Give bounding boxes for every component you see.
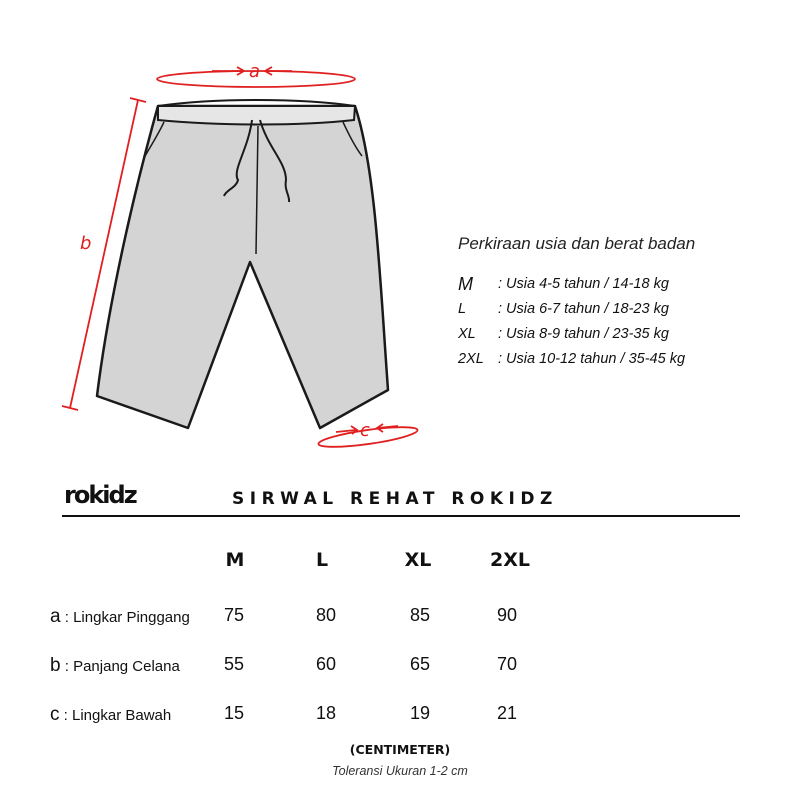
row-key: c xyxy=(50,704,60,725)
row-label-waist xyxy=(50,606,190,628)
age-row-m xyxy=(458,272,778,297)
age-weight-estimate xyxy=(458,234,778,372)
size-header-2xl: 2XL xyxy=(490,549,530,571)
row-key: a xyxy=(50,606,61,627)
row-label-length xyxy=(50,655,180,677)
unit-label: (CENTIMETER) xyxy=(349,742,451,757)
table-cell: 65 xyxy=(409,654,431,674)
age-row-size: L xyxy=(458,301,467,317)
age-row-size: 2XL xyxy=(458,351,484,367)
title-divider xyxy=(62,515,740,517)
pants-illustration xyxy=(97,100,388,428)
label-c: c xyxy=(360,420,370,441)
age-row-size: M xyxy=(458,274,473,294)
table-cell: 90 xyxy=(496,605,518,625)
tolerance-note: Toleransi Ukuran 1-2 cm xyxy=(332,764,468,778)
row-label-text: : Lingkar Pinggang xyxy=(60,609,190,626)
age-row-text: : Usia 10-12 tahun / 35-45 kg xyxy=(498,351,686,367)
age-row-text: : Usia 4-5 tahun / 14-18 kg xyxy=(498,276,669,292)
table-cell: 15 xyxy=(223,703,245,723)
label-b: b xyxy=(80,233,92,254)
brand-logo: rokidz xyxy=(64,481,136,509)
table-cell: 70 xyxy=(496,654,518,674)
age-row-text: : Usia 8-9 tahun / 23-35 kg xyxy=(498,326,669,342)
age-row-xl xyxy=(458,322,778,347)
table-cell: 55 xyxy=(223,654,245,674)
size-header-m: M xyxy=(225,549,245,571)
table-cell: 85 xyxy=(409,605,431,625)
table-cell: 75 xyxy=(223,605,245,625)
product-title: SIRWAL REHAT ROKIDZ xyxy=(232,489,558,509)
table-cell: 21 xyxy=(496,703,518,723)
table-cell: 60 xyxy=(315,654,337,674)
age-estimate-title: Perkiraan usia dan berat badan xyxy=(458,234,696,253)
table-cell: 19 xyxy=(409,703,431,723)
size-header-xl: XL xyxy=(404,549,432,571)
table-cell: 80 xyxy=(315,605,337,625)
row-label-text: : Panjang Celana xyxy=(60,658,180,675)
age-row-2xl xyxy=(458,347,778,372)
age-row-l xyxy=(458,297,778,322)
row-key: b xyxy=(50,655,61,676)
table-cell: 18 xyxy=(315,703,337,723)
label-a: a xyxy=(249,61,261,82)
age-row-text: : Usia 6-7 tahun / 18-23 kg xyxy=(498,301,669,317)
age-row-size: XL xyxy=(458,326,476,342)
row-label-text: : Lingkar Bawah xyxy=(59,707,172,724)
size-header-l: L xyxy=(315,549,329,571)
row-label-hem xyxy=(50,704,171,726)
